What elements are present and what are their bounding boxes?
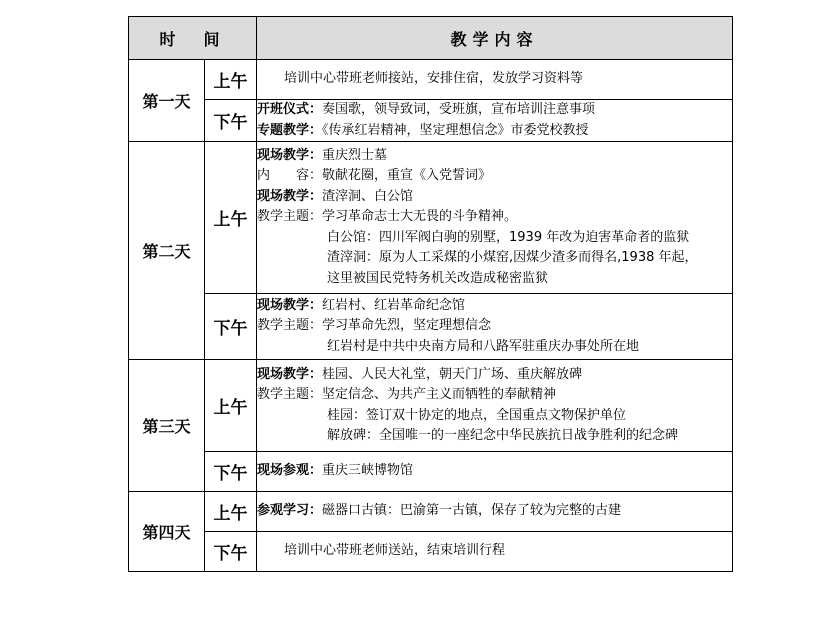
header-content: 教学内容 xyxy=(257,17,733,60)
schedule-table xyxy=(128,16,733,572)
day4-pm-content xyxy=(257,532,733,572)
am-label: 上午 xyxy=(205,60,257,100)
content-line: 专题教学：《传承红岩精神，坚定理想信念》市委党校教授 xyxy=(257,122,589,138)
pm-label: 下午 xyxy=(205,294,257,360)
content-line: 现场教学：渣滓洞、白公馆 xyxy=(257,188,414,204)
content-line: 培训中心带班老师送站，结束培训行程 xyxy=(284,543,506,559)
pm-label: 下午 xyxy=(205,532,257,572)
day4-am-content xyxy=(257,492,733,532)
pm-label: 下午 xyxy=(205,452,257,492)
day3-am-row xyxy=(129,360,733,452)
day3-pm-row xyxy=(129,452,733,492)
content-line: 教学主题：坚定信念、为共产主义而牺牲的奉献精神 xyxy=(257,387,557,402)
content-line: 培训中心带班老师接站，安排住宿，发放学习资料等 xyxy=(284,71,584,87)
pm-label: 下午 xyxy=(205,100,257,142)
content-line: 白公馆：四川军阀白驹的别墅，1939 年改为迫害革命者的监狱 xyxy=(327,229,690,245)
day3-am-content xyxy=(257,360,733,452)
content-line: 教学主题：学习革命先烈，坚定理想信念 xyxy=(257,318,492,334)
content-line: 桂园：签订双十协定的地点，全国重点文物保护单位 xyxy=(327,407,627,423)
day-label-2: 第二天 xyxy=(129,142,205,360)
content-line: 现场教学：重庆烈士墓 xyxy=(257,147,388,163)
day4-pm-row xyxy=(129,532,733,572)
content-line: 红岩村是中共中央南方局和八路军驻重庆办事处所在地 xyxy=(327,338,640,354)
content-line: 解放碑：全国唯一的一座纪念中华民族抗日战争胜利的纪念碑 xyxy=(327,428,679,443)
content-line: 内 容：敬献花圈，重宣《入党誓词》 xyxy=(257,168,492,184)
am-label: 上午 xyxy=(205,492,257,532)
day2-am-row xyxy=(129,142,733,294)
day4-am-row xyxy=(129,492,733,532)
day1-am-row xyxy=(129,60,733,100)
day2-pm-content xyxy=(257,294,733,360)
day1-pm-content xyxy=(257,100,733,142)
day3-pm-content xyxy=(257,452,733,492)
day2-pm-row xyxy=(129,294,733,360)
header-time: 时 间 xyxy=(129,17,257,60)
content-line: 开班仪式：奏国歌，领导致词，受班旗，宣布培训注意事项 xyxy=(257,102,596,117)
content-line: 现场教学：桂园、人民大礼堂，朝天门广场、重庆解放碑 xyxy=(257,366,583,382)
content-line: 渣滓洞：原为人工采煤的小煤窑,因煤少渣多而得名,1938 年起， xyxy=(327,250,698,266)
content-line: 教学主题：学习革命志士大无畏的斗争精神。 xyxy=(257,209,518,225)
am-label: 上午 xyxy=(205,142,257,294)
content-line: 这里被国民党特务机关改造成秘密监狱 xyxy=(327,270,549,286)
content-line: 现场参观：重庆三峡博物馆 xyxy=(257,463,414,479)
day-label-4: 第四天 xyxy=(129,492,205,572)
day2-am-content xyxy=(257,142,733,294)
content-line: 现场教学：红岩村、红岩革命纪念馆 xyxy=(257,297,466,313)
day-label-3: 第三天 xyxy=(129,360,205,492)
header-row xyxy=(129,17,733,60)
day1-am-content xyxy=(257,60,733,100)
day1-pm-row xyxy=(129,100,733,142)
content-line: 参观学习：磁器口古镇：巴渝第一古镇，保存了较为完整的古建 xyxy=(257,503,622,519)
am-label: 上午 xyxy=(205,360,257,452)
day-label-1: 第一天 xyxy=(129,60,205,142)
